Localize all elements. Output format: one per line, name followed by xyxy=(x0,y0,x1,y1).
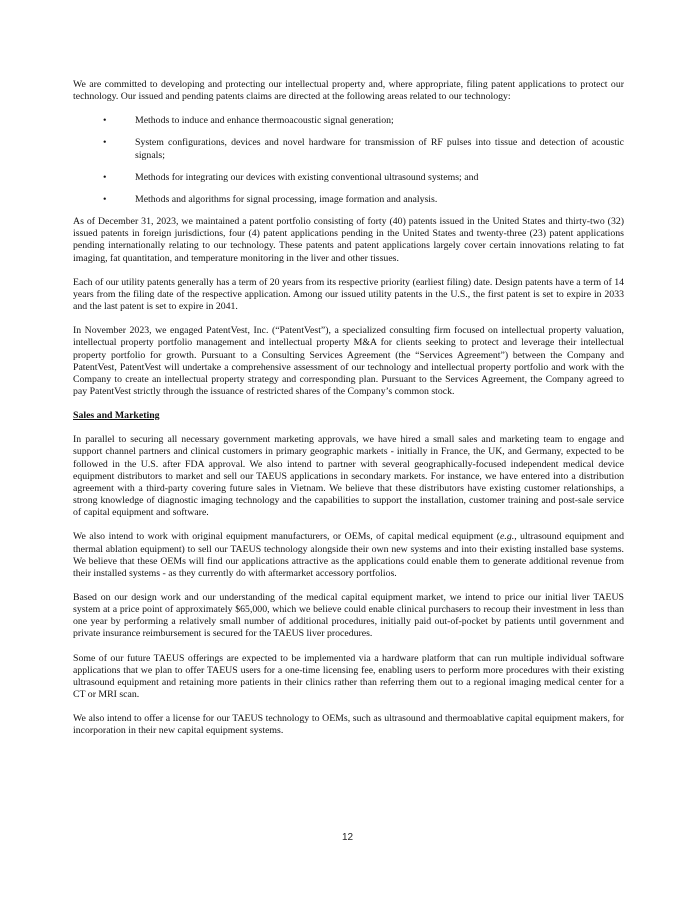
list-item xyxy=(73,137,624,161)
list-item-text: System configurations, devices and novel hardware for transmission of RF pulses into tissue and detection of acoustic signals; xyxy=(135,137,624,161)
bullet-icon: • xyxy=(103,115,107,127)
sales-distribution-paragraph: In parallel to securing all necessary government marketing approvals, we have hired a small sales and marketing team to engage and support channel partners and clinical customers in primary geographic markets - initially in France, the UK, and Germany, expected to be followed in the U.S. after FDA approval. We also intend to partner with several geographically-focused independent medical device equipment distributors to market and sell our TAEUS applications in secondary markets. For instance, we have entered into a distribution agreement with a third-party covering future sales in Vietnam. We believe that these distributors have existing customer relationships, a strong knowledge of diagnostic imaging technology and the capabilities to support the installation, customer training and post-sale service of capital equipment and software. xyxy=(73,434,624,519)
bullet-icon: • xyxy=(103,137,107,149)
software-offerings-paragraph: Some of our future TAEUS offerings are expected to be implemented via a hardware platform that can run multiple individual software applications that we plan to offer TAEUS users for a one-time licensing fee, enabling users to perform more procedures with their existing ultrasound equipment and retaining more patients in their clinics rather than referring them out to a regional imaging medical center for a CT or MRI scan. xyxy=(73,652,624,701)
patentvest-paragraph: In November 2023, we engaged PatentVest, Inc. (“PatentVest”), a specialized consulting firm focused on intellectual property valuation, intellectual property portfolio management and intellectual property M&A for clients seeking to protect and leverage their intellectual property portfolio for growth. Pursuant to a Consulting Services Agreement (the “Services Agreement”) between the Company and PatentVest, PatentVest will undertake a comprehensive assessment of our technology and intellectual property portfolio and work with the Company to create an intellectual property strategy and corresponding plan. Pursuant to the Services Agreement, the Company agreed to pay PatentVest strictly through the issuance of restricted shares of the Company’s common stock. xyxy=(73,325,624,397)
list-item xyxy=(73,172,624,184)
page-number: 12 xyxy=(341,832,354,843)
technology-areas-list xyxy=(73,115,624,206)
bullet-icon: • xyxy=(103,193,107,205)
list-item xyxy=(73,115,624,127)
oem-text-after: , ultrasound equipment and thermal ablation equipment) to sell our TAEUS technology alongside their own new systems and into their existing installed base systems. We believe that these OEMs will find our applications attractive as the applications could enable them to generate additional revenue from their installed systems - as they currently do with aftermarket accessory portfolios. xyxy=(73,531,624,579)
list-item-text: Methods to induce and enhance thermoacoustic signal generation; xyxy=(135,115,394,127)
patent-term-paragraph: Each of our utility patents generally has a term of 20 years from its respective priority (earliest filing) date. Design patents have a term of 14 years from the filing date of the respective application. Among our issued utility patents in the U.S., the first patent is set to expire in 2033 and the last patent is set to expire in 2041. xyxy=(73,276,624,313)
patent-portfolio-paragraph: As of December 31, 2023, we maintained a patent portfolio consisting of forty (40) patents issued in the United States and thirty-two (32) issued patents in foreign jurisdictions, four (4) patent applications pending in the United States and twenty-three (23) patent applications pending internationally relating to our technology. These patents and patent applications largely cover certain innovations relating to fat imaging, fat quantitation, and temperature monitoring in the liver and other tissues. xyxy=(73,216,624,264)
oem-text-before: We also intend to work with original equipment manufacturers, or OEMs, of capital medical equipment ( xyxy=(73,531,501,543)
list-item-text: Methods for integrating our devices with existing conventional ultrasound systems; and xyxy=(135,171,479,183)
sales-marketing-heading: Sales and Marketing xyxy=(73,410,160,422)
bullet-icon: • xyxy=(103,171,107,183)
licensing-paragraph: We also intend to offer a license for our TAEUS technology to OEMs, such as ultrasound and thermoablative capital equipment makers, for incorporation in their new capital equipment systems. xyxy=(73,713,624,737)
sales-oem-paragraph xyxy=(73,531,624,580)
list-item xyxy=(73,194,624,206)
eg-abbreviation: e.g. xyxy=(500,531,515,543)
list-item-text: Methods and algorithms for signal processing, image formation and analysis. xyxy=(135,193,438,205)
pricing-paragraph: Based on our design work and our understanding of the medical capital equipment market, we intend to price our initial liver TAEUS system at a price point of approximately $65,000, which we believe could enable clinical purchasers to recoup their investment in less than one year by performing a relatively small number of additional procedures, initially paid out-of-pocket by patients until government and private insurance reimbursement is secured for the TAEUS liver procedures. xyxy=(73,592,624,640)
intro-paragraph: We are committed to developing and protecting our intellectual property and, where appropriate, filing patent applications to protect our technology. Our issued and pending patents claims are directed at the following areas related to our technology: xyxy=(73,79,624,103)
